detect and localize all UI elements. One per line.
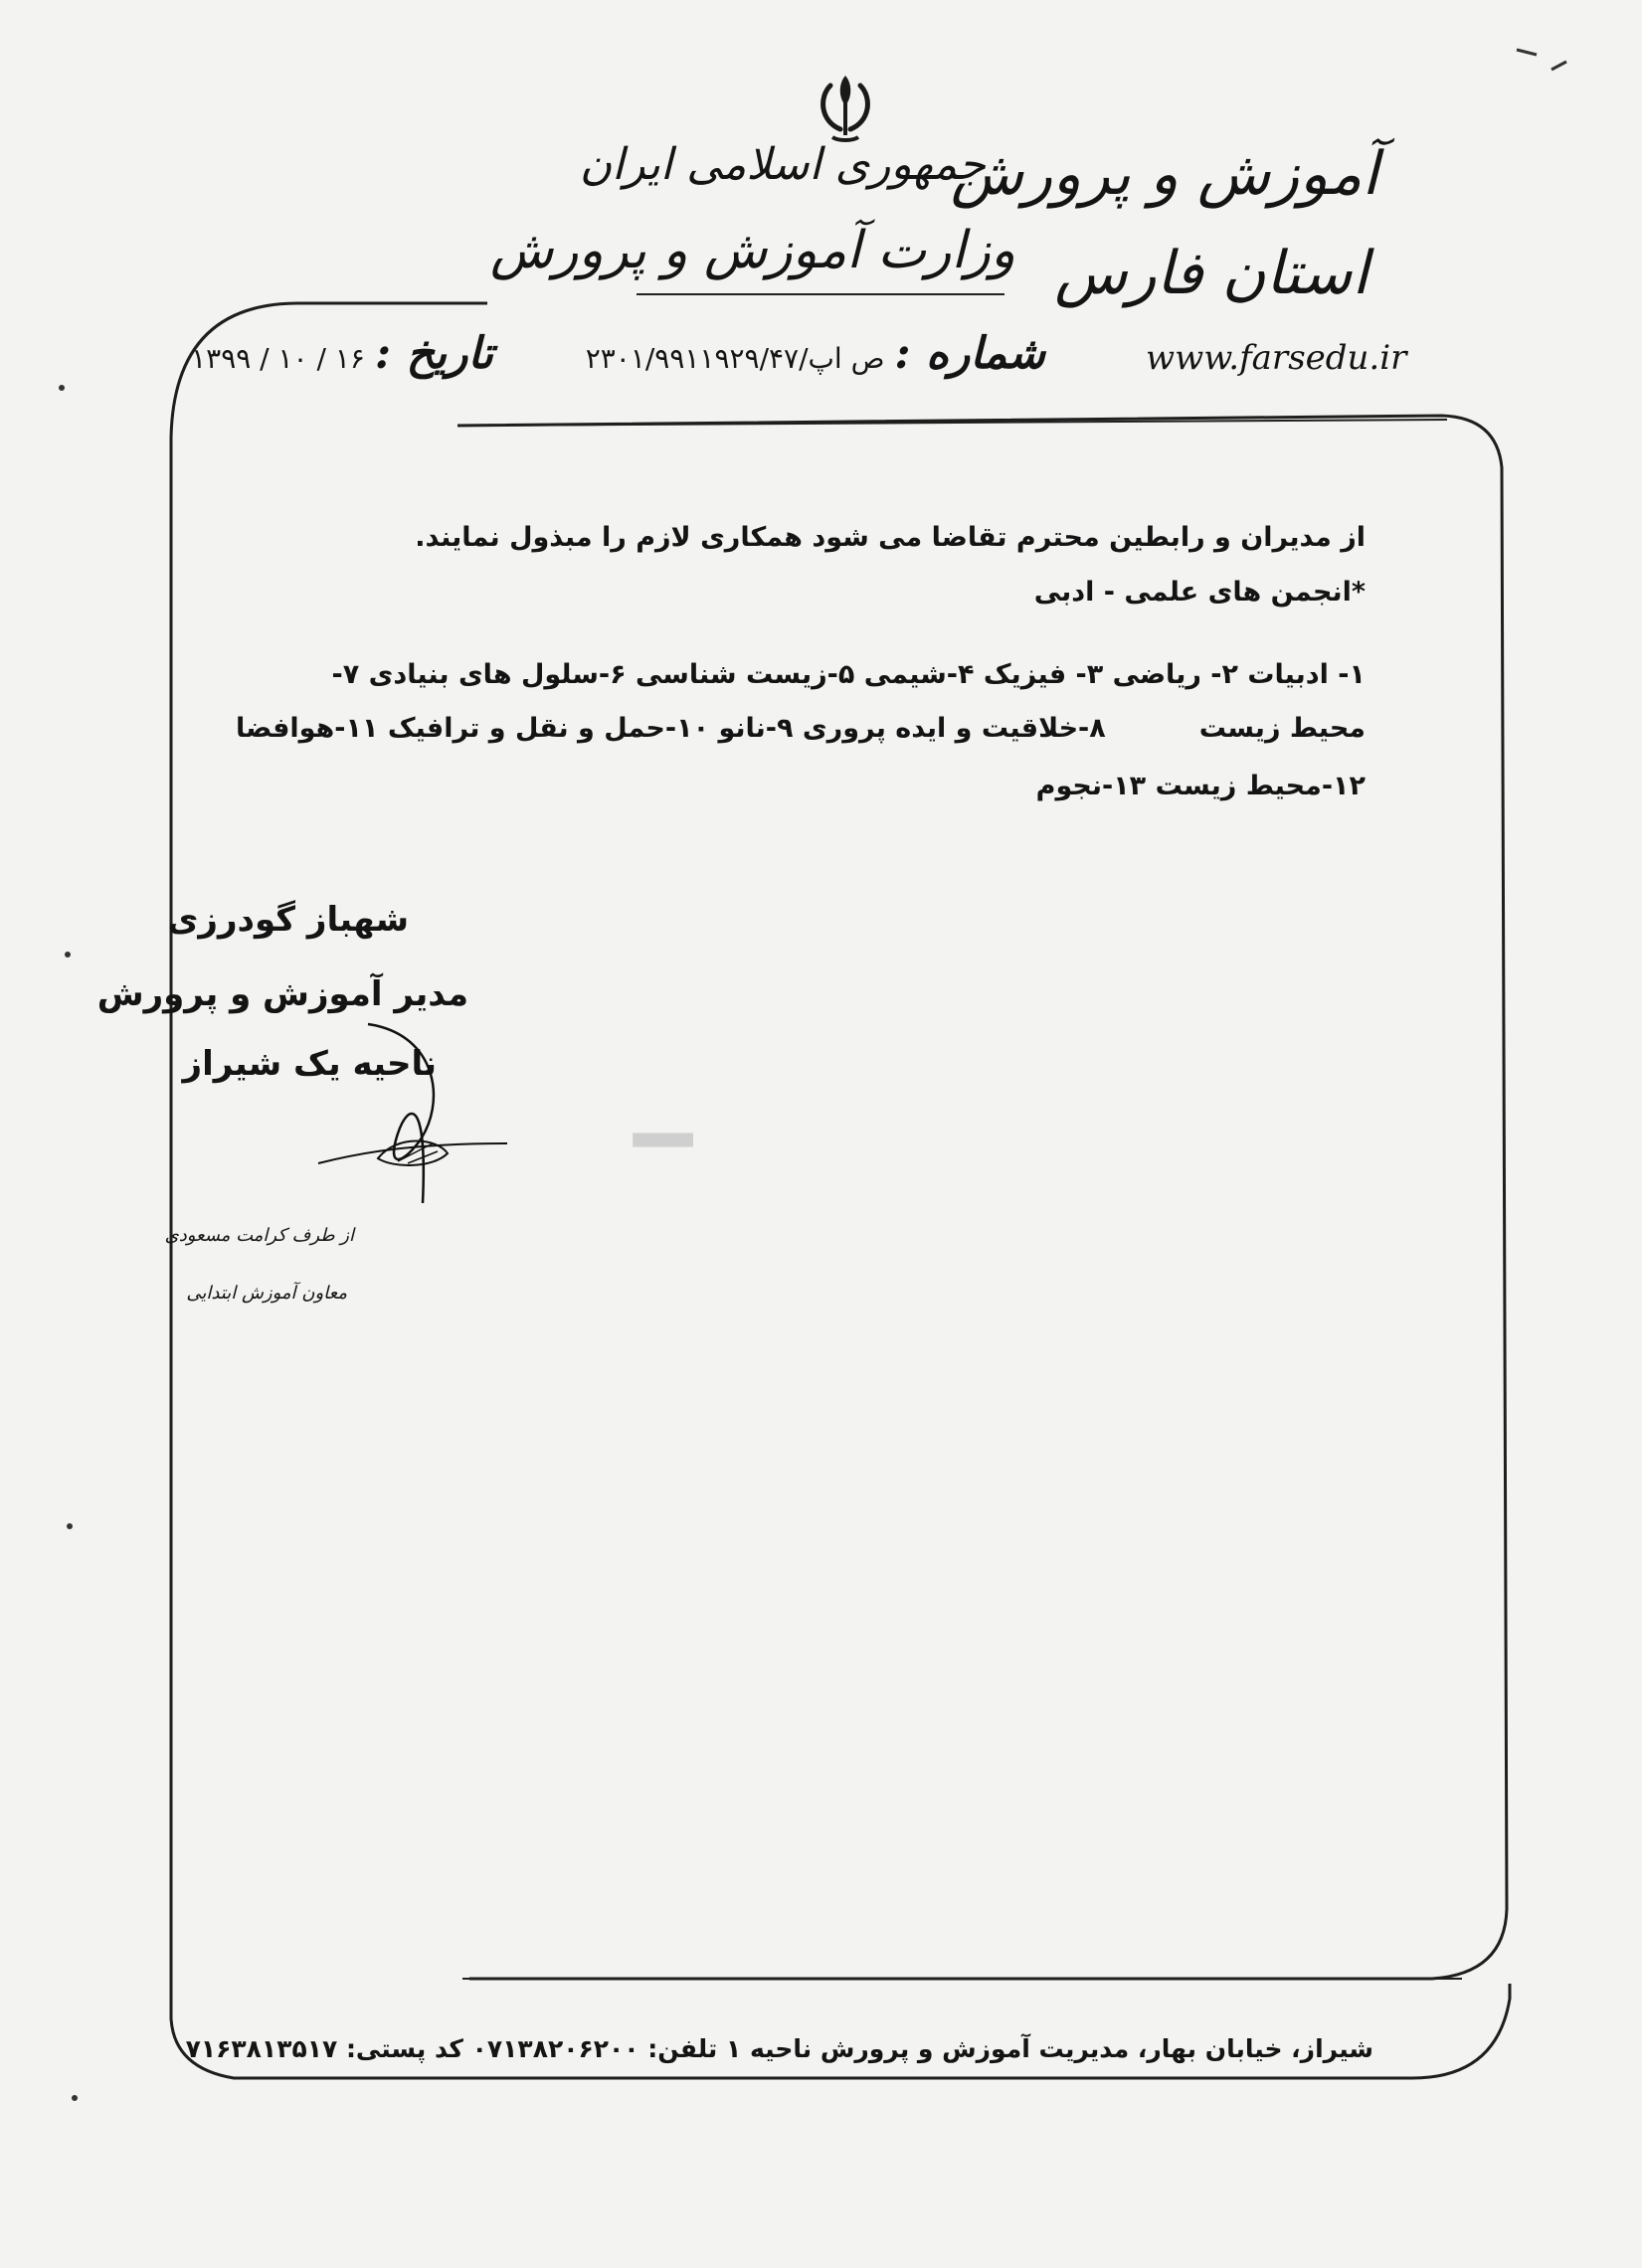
signer-title-1: مدیر آموزش و پرورش xyxy=(96,974,468,1014)
date-label: تاریخ : xyxy=(374,328,493,379)
deputy-note: معاون آموزش ابتدایی xyxy=(186,1283,347,1304)
body-line-2: *انجمن های علمی - ادبی xyxy=(1033,577,1366,608)
dept-name-line-2: استان فارس xyxy=(1054,239,1368,308)
org-name-line-2: وزارت آموزش و پرورش xyxy=(489,221,1015,280)
body-line-5: ۱۲-محیط زیست ۱۳-نجوم xyxy=(1035,771,1366,801)
body-line-3: ۱- ادبیات ۲- ریاضی ۳- فیزیک ۴-شیمی ۵-زیست شناسی ۶-سلول های بنیادی ۷- xyxy=(331,659,1366,690)
body-line-4: محیط زیست ۸-خلاقیت و ایده پروری ۹-نانو ۱۰-حمل و نقل و ترافیک ۱۱-هوافضا xyxy=(235,713,1366,744)
date-value: ۱۳۹۹ / ۱۰ / ۱۶ xyxy=(191,342,365,375)
on-behalf-note: از طرف کرامت مسعودی xyxy=(164,1225,354,1246)
signer-name: شهباز گودرزی xyxy=(167,900,409,940)
dept-name-line-1: آموزش و پرورش xyxy=(950,139,1378,209)
org-name-line-1: جمهوری اسلامی ایران xyxy=(579,139,986,190)
footer-address: شیراز، خیابان بهار، مدیریت آموزش و پرورش ناحیه ۱ تلفن: ۰۷۱۳۸۲۰۶۲۰۰ کد پستی: ۷۱۶۳۸۱۳۵۱۷ xyxy=(185,2034,1373,2063)
number-label: شماره : xyxy=(894,328,1045,379)
bleed-through-mark: ا xyxy=(614,1126,707,1154)
website-link[interactable]: www.farsedu.ir xyxy=(1146,338,1407,378)
body-line-1: از مدیران و رابطین محترم تقاضا می شود همکاری لازم را مبذول نمایند. xyxy=(415,522,1366,553)
number-value: ص اپ/۲۳۰۱/۹۹۱۱۹۲۹/۴۷ xyxy=(585,342,885,375)
signer-title-2: ناحیه یک شیراز xyxy=(182,1044,437,1084)
